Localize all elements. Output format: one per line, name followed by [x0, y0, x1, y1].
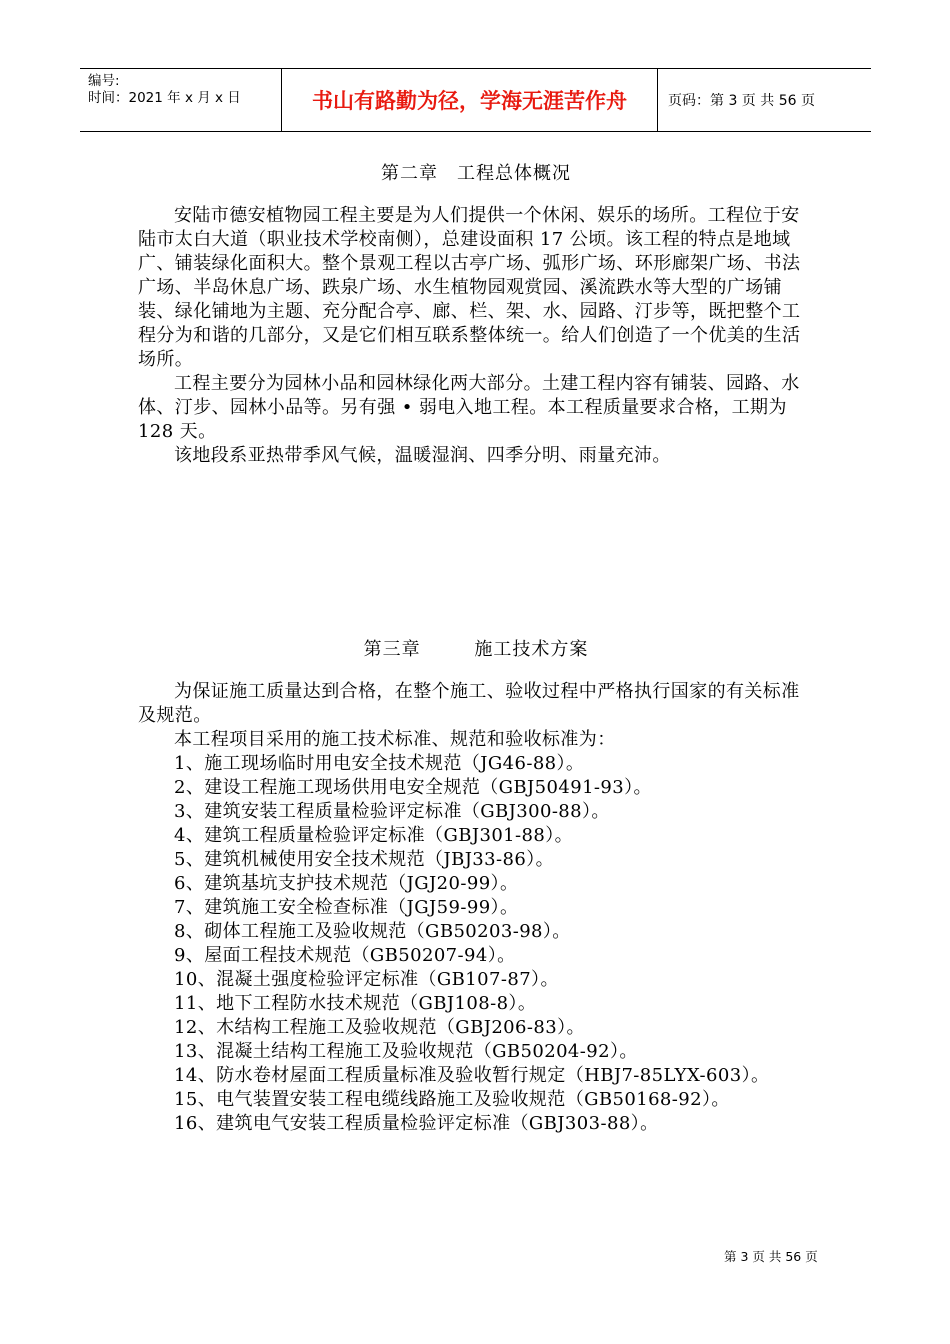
standard-item: 1、施工现场临时用电安全技术规范（JG46-88）。: [174, 753, 585, 774]
chapter2-paragraph: 工程主要分为园林小品和园林绿化两大部分。土建工程内容有铺装、园路、水体、汀步、园林小品等。另有强 • 弱电入地工程。本工程质量要求合格，工期为 128 天。: [138, 373, 800, 442]
standard-item: 12、木结构工程施工及验收规范（GBJ206-83）。: [174, 1017, 585, 1038]
chapter3-lead: 本工程项目采用的施工技术标准、规范和验收标准为：: [174, 729, 616, 750]
page-header: [80, 68, 871, 132]
standard-item: 13、混凝土结构工程施工及验收规范（GB50204-92）。: [174, 1041, 638, 1062]
standard-item: 11、地下工程防水技术规范（GBJ108-8）。: [174, 993, 537, 1014]
standard-item: 2、建设工程施工现场供用电安全规范（GBJ50491-93）。: [174, 777, 652, 798]
chapter3-title: 第三章 施工技术方案: [363, 639, 589, 660]
standard-item: 16、建筑电气安装工程质量检验评定标准（GBJ303-88）。: [174, 1113, 659, 1134]
document-body: [138, 152, 814, 1136]
standard-item: 14、防水卷材屋面工程质量标准及验收暂行规定（HBJ7-85LYX-603）。: [174, 1065, 770, 1086]
standard-item: 6、建筑基坑支护技术规范（JGJ20-99）。: [174, 873, 519, 894]
standard-item: 7、建筑施工安全检查标准（JGJ59-99）。: [174, 897, 519, 918]
standard-item: 3、建筑安装工程质量检验评定标准（GBJ300-88）。: [174, 801, 610, 822]
date-line: 时间：2021 年 x 月 x 日: [88, 90, 241, 106]
number-label: 编号:: [88, 73, 120, 89]
chapter2-paragraph: 安陆市德安植物园工程主要是为人们提供一个休闲、娱乐的场所。工程位于安陆市太白大道（职业技术学校南侧），总建设面积 17 公顷。该工程的特点是地域广、铺装绿化面积大。整个景观工程以古亭广场、弧形广场、环形廊架广场、书法广场、半岛休息广场、跌泉广场、水生植物园观赏园、溪流跌水等大型的广场铺装、绿化铺地为主题、充分配合亭、廊、栏、架、水、园路、汀步等，既把整个工程分为和谐的几部分，又是它们相互联系整体统一。给人们创造了一个优美的生活场所。: [138, 205, 801, 370]
chapter2-paragraph: 该地段系亚热带季风气候，温暖湿润、四季分明、雨量充沛。: [174, 445, 671, 466]
standard-item: 10、混凝土强度检验评定标准（GB107-87）。: [174, 969, 559, 990]
header-meta: [80, 69, 282, 131]
standard-item: 8、砌体工程施工及验收规范（GB50203-98）。: [174, 921, 571, 942]
standard-item: 9、屋面工程技术规范（GB50207-94）。: [174, 945, 516, 966]
chapter2-title: 第二章 工程总体概况: [381, 163, 571, 184]
page-footer: 第 3 页 共 56 页: [724, 1249, 818, 1264]
standard-item: 4、建筑工程质量检验评定标准（GBJ301-88）。: [174, 825, 574, 846]
standard-item: 5、建筑机械使用安全技术规范（JBJ33-86）。: [174, 849, 555, 870]
header-page-info: 页码：第 3 页 共 56 页: [668, 93, 815, 109]
standard-item: 15、电气装置安装工程电缆线路施工及验收规范（GB50168-92）。: [174, 1089, 730, 1110]
standards-list: [138, 752, 814, 1136]
header-motto: 书山有路勤为径，学海无涯苦作舟: [282, 69, 658, 131]
chapter3-intro: 为保证施工质量达到合格，在整个施工、验收过程中严格执行国家的有关标准及规范。: [138, 681, 800, 726]
